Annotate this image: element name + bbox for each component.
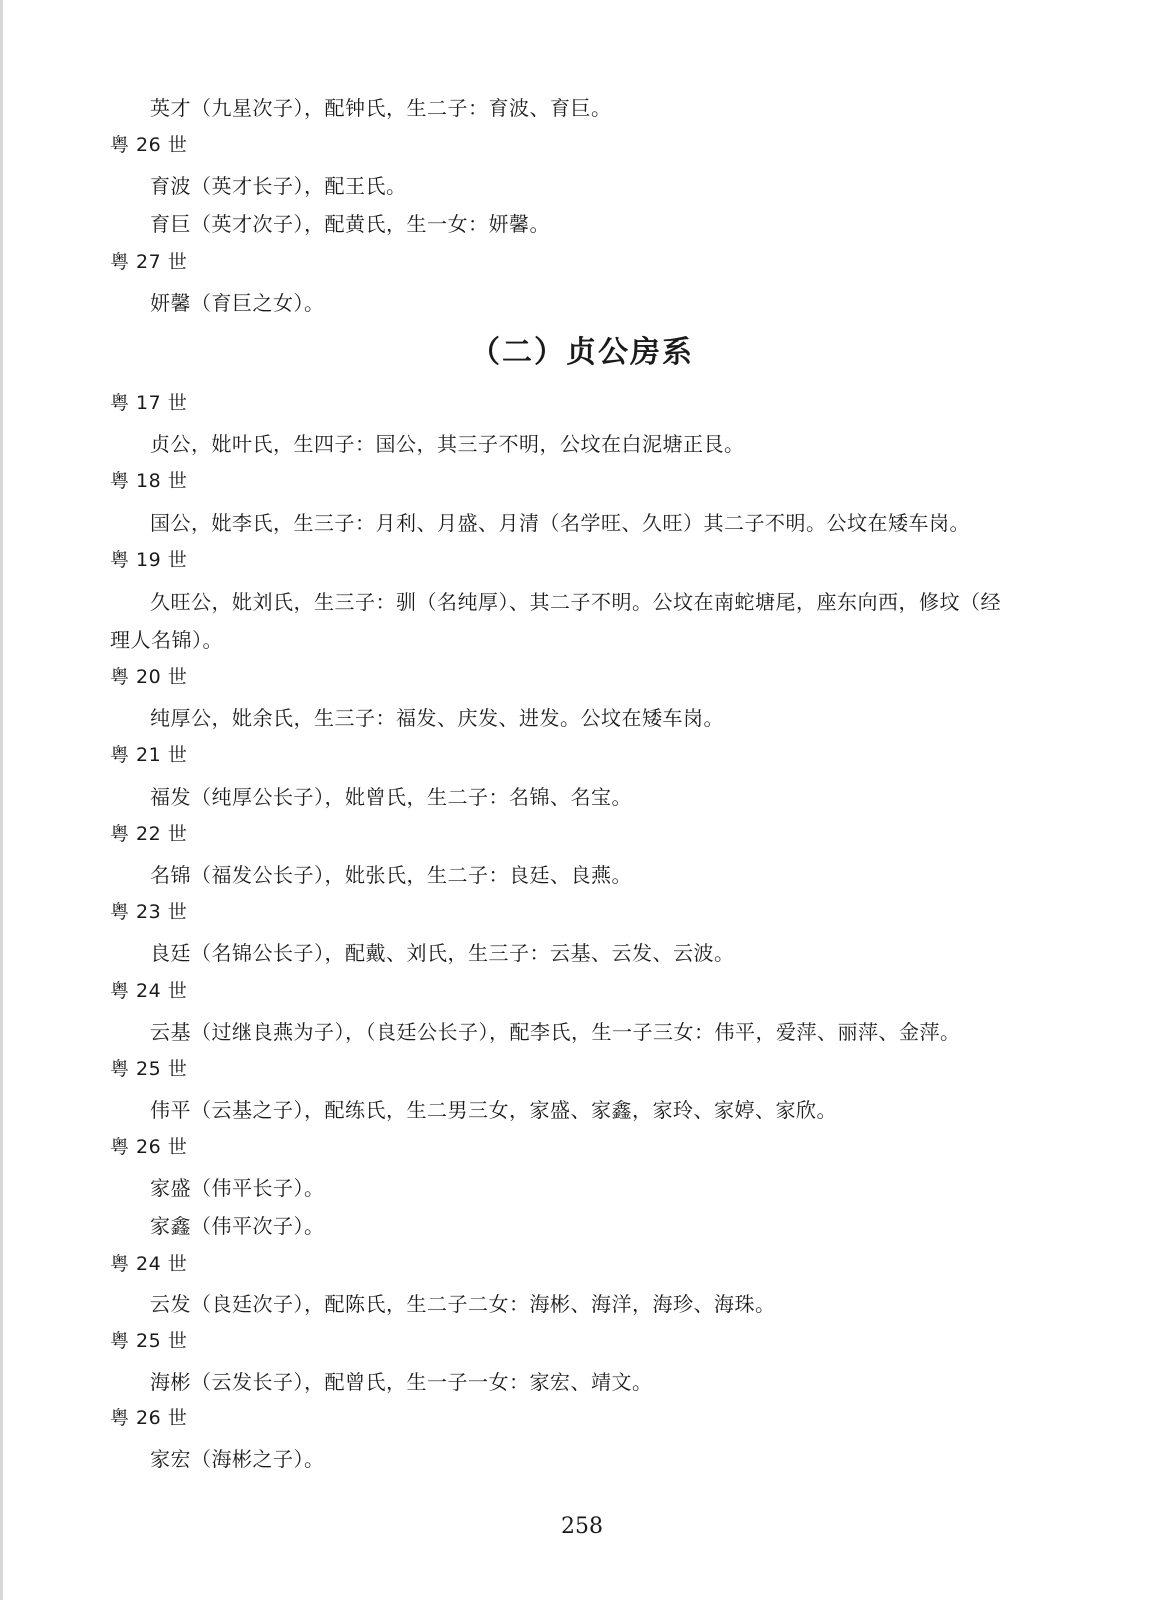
generation-heading: 粤 22 世 [110, 823, 188, 845]
generation-heading: 粤 21 世 [110, 744, 188, 766]
generation-heading: 粤 18 世 [110, 470, 188, 492]
page-number: 258 [561, 1514, 603, 1539]
generation-heading: 粤 26 世 [110, 1136, 188, 1158]
entry-line: 家盛（伟平长子）。 [150, 1176, 325, 1200]
generation-heading: 粤 26 世 [110, 134, 188, 156]
generation-heading: 粤 19 世 [110, 549, 188, 571]
entry-line: 伟平（云基之子），配练氏，生二男三女，家盛、家鑫，家玲、家婷、家欣。 [150, 1098, 837, 1122]
entry-line: 纯厚公，妣余氏，生三子：福发、庆发、进发。公坟在矮车岗。 [150, 706, 724, 730]
entry-line: 云基（过继良燕为子），（良廷公长子），配李氏，生一子三女：伟平，爱萍、丽萍、金萍。 [150, 1020, 961, 1044]
entry-line: 家宏（海彬之子）。 [150, 1447, 325, 1471]
section-title: （二）贞公房系 [470, 335, 694, 370]
entry-line: 云发（良廷次子），配陈氏，生二子二女：海彬、海洋，海珍、海珠。 [150, 1292, 776, 1316]
generation-heading: 粤 20 世 [110, 666, 188, 688]
entry-line-continuation: 理人名锦）。 [110, 628, 223, 652]
scan-page-edge [0, 0, 3, 1600]
generation-heading: 粤 25 世 [110, 1330, 188, 1352]
entry-line: 妍馨（育巨之女）。 [150, 291, 325, 315]
entry-line: 国公，妣李氏，生三子：月利、月盛、月清（名学旺、久旺）其二子不明。公坟在矮车岗。 [150, 511, 970, 535]
entry-line: 英才（九星次子），配钟氏，生二子：育波、育巨。 [150, 96, 612, 120]
entry-line: 贞公，妣叶氏，生四子：国公，其三子不明，公坟在白泥塘正艮。 [150, 432, 745, 456]
generation-heading: 粤 27 世 [110, 251, 188, 273]
entry-line: 海彬（云发长子），配曾氏，生一子一女：家宏、靖文。 [150, 1370, 653, 1394]
entry-line: 名锦（福发公长子），妣张氏，生二子：良廷、良燕。 [150, 863, 632, 887]
entry-line: 良廷（名锦公长子），配戴、刘氏，生三子：云基、云发、云波。 [150, 941, 735, 965]
generation-heading: 粤 17 世 [110, 392, 188, 414]
entry-line: 福发（纯厚公长子），妣曾氏，生二子：名锦、名宝。 [150, 785, 632, 809]
entry-line: 家鑫（伟平次子）。 [150, 1214, 325, 1238]
entry-line: 育巨（英才次子），配黄氏，生一女：妍馨。 [150, 212, 550, 236]
entry-line: 久旺公，妣刘氏，生三子：驯（名纯厚）、其二子不明。公坟在南蛇塘尾，座东向西，修坟（经 [150, 590, 1001, 614]
generation-heading: 粤 23 世 [110, 901, 188, 923]
generation-heading: 粤 25 世 [110, 1058, 188, 1080]
generation-heading: 粤 26 世 [110, 1407, 188, 1429]
entry-line: 育波（英才长子），配王氏。 [150, 174, 407, 198]
generation-heading: 粤 24 世 [110, 980, 188, 1002]
generation-heading: 粤 24 世 [110, 1253, 188, 1275]
